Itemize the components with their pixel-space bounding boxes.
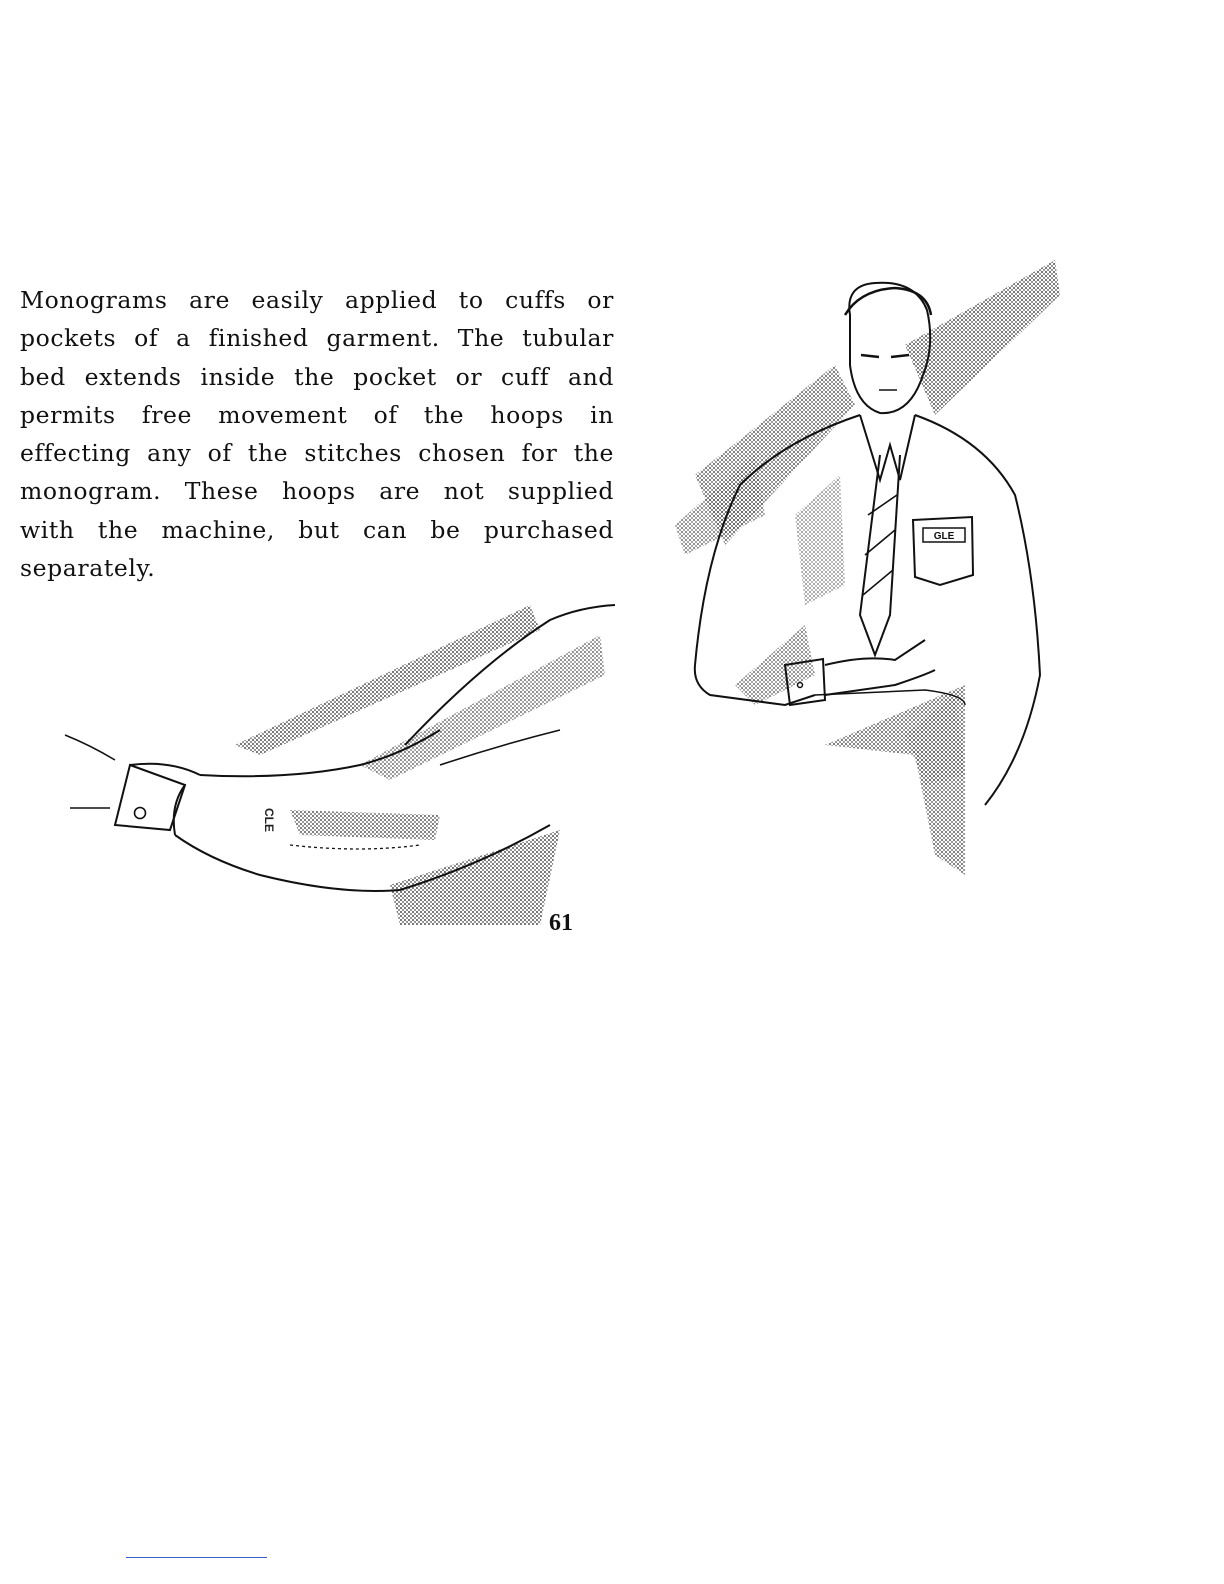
cuff-illustration bbox=[60, 595, 620, 935]
cuff-monogram: CLE bbox=[262, 808, 276, 832]
pocket-monogram: GLE bbox=[933, 531, 955, 542]
footnote-rule bbox=[126, 1557, 267, 1558]
page-number: 61 bbox=[549, 910, 573, 936]
man-shirt-illustration bbox=[665, 255, 1065, 880]
body-paragraph: Monograms are easily applied to cuffs or pockets of a finished garment. The tubular bed extends inside the pocket or cuff and permits free movement of the hoops in effecting any of the stitches chosen for the monogram. These hoops are not supplied with the machine, but can be purchased separately. bbox=[20, 286, 614, 583]
